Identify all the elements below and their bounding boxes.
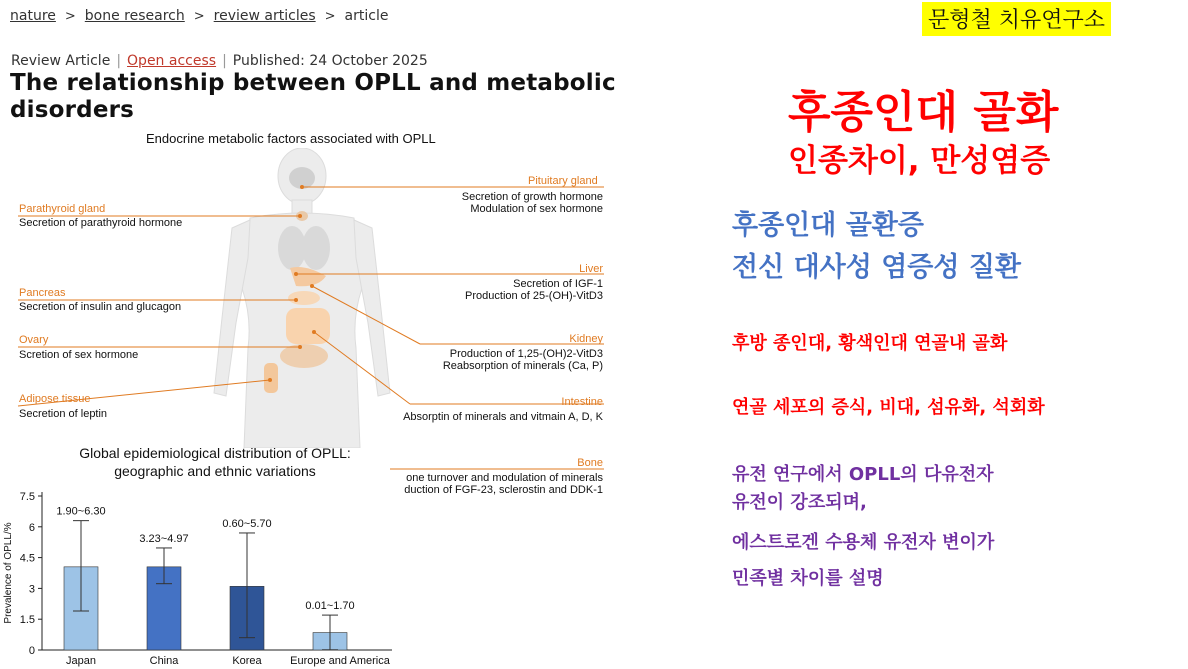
- note-purple-line3: 에스트로겐 수용체 유전자 변이가: [732, 532, 995, 553]
- note-blue-line1: 후종인대 골환증: [732, 210, 924, 241]
- chevron-right-icon: >: [64, 9, 76, 24]
- chart-bars: [64, 521, 347, 650]
- clinic-label: 문형철 치유연구소: [922, 2, 1111, 36]
- open-access-link[interactable]: Open access: [127, 53, 217, 69]
- breadcrumb-link-review-articles[interactable]: review articles: [213, 8, 316, 24]
- organ-desc-line: duction of FGF-23, sclerostin and DDK-1: [404, 484, 603, 496]
- note-red-line1: 후방 종인대, 황색인대 연골내 골화: [732, 333, 1008, 354]
- range-label: 1.90~6.30: [56, 505, 106, 518]
- chevron-right-icon: >: [193, 9, 205, 24]
- y-tick-label: 7.5: [19, 491, 35, 503]
- organ-name-parathyroid: Parathyroid gland: [19, 203, 106, 215]
- x-tick-label: Japan: [66, 655, 96, 667]
- organ-desc-line: Production of 1,25-(OH)2-VitD3: [449, 348, 603, 360]
- organ-desc-adipose: Secretion of leptin: [19, 408, 108, 420]
- article-type: Review Article: [11, 53, 111, 69]
- organ-desc-pituitary: [380, 191, 603, 215]
- y-tick-label: 3: [28, 583, 35, 596]
- y-tick-label: 1.5: [19, 614, 35, 627]
- organ-name-kidney: Kidney: [569, 333, 603, 345]
- epi-title-line1: Global epidemiological distribution of OPLL:: [79, 445, 351, 461]
- note-purple-line4: 민족별 차이를 설명: [732, 568, 884, 589]
- bone-leader-line: [390, 468, 604, 470]
- range-label: 0.60~5.70: [222, 517, 272, 530]
- organ-desc-parathyroid: Secretion of parathyroid hormone: [19, 217, 183, 229]
- organ-desc-pancreas: Secretion of insulin and glucagon: [19, 301, 182, 313]
- note-blue-line2: 전신 대사성 염증성 질환: [732, 252, 1022, 283]
- note-red-line2: 연골 세포의 증식, 비대, 섬유화, 석회화: [732, 397, 1045, 418]
- organ-name-pituitary: Pituitary gland: [528, 175, 598, 187]
- prevalence-chart: [0, 480, 400, 669]
- organ-desc-line: Secretion of IGF-1: [513, 278, 603, 290]
- article-meta: Review Article | Open access | Published: 24 October 2025: [11, 53, 428, 69]
- left-arm-shape: [214, 220, 250, 396]
- y-tick-label: 4.5: [19, 552, 35, 565]
- organ-desc-line: Modulation of sex hormone: [470, 203, 603, 215]
- organ-desc-bone: [390, 472, 603, 496]
- article-title: [10, 70, 750, 124]
- organ-desc-liver: [380, 278, 603, 302]
- article-title-line1: The relationship between OPLL and metabolic: [10, 70, 616, 96]
- epi-title: [55, 444, 375, 480]
- organ-name-intestine: Intestine: [561, 396, 603, 408]
- organ-desc-line: one turnover and modulation of minerals: [406, 472, 603, 484]
- organ-desc-kidney: [380, 348, 603, 372]
- x-tick-label: Europe and America: [290, 655, 390, 667]
- y-axis-label: Prevalence of OPLL/%: [3, 522, 14, 624]
- chevron-right-icon: >: [324, 9, 336, 24]
- organ-desc-intestine: Absorptin of minerals and vitmain A, D, K: [403, 411, 603, 423]
- x-tick-label: China: [149, 655, 179, 667]
- x-tick-label: Korea: [232, 655, 262, 667]
- breadcrumb: [10, 8, 388, 24]
- article-title-line2: disorders: [10, 97, 135, 123]
- organ-name-ovary: Ovary: [19, 334, 49, 346]
- breadcrumb-link-bone-research[interactable]: bone research: [84, 8, 185, 24]
- range-label: 3.23~4.97: [139, 532, 189, 545]
- figure-title: Endocrine metabolic factors associated with OPLL: [146, 131, 436, 146]
- range-label: 0.01~1.70: [305, 600, 355, 613]
- y-tick-label: 0: [28, 645, 35, 657]
- organ-name-bone: Bone: [577, 457, 603, 469]
- epi-title-line2: geographic and ethnic variations: [114, 463, 316, 479]
- organ-name-adipose: Adipose tissue: [19, 393, 91, 405]
- organ-desc-line: Reabsorption of minerals (Ca, P): [442, 360, 603, 372]
- note-purple-line2: 유전이 강조되며,: [732, 492, 867, 513]
- organ-desc-line: Secretion of growth hormone: [461, 191, 603, 203]
- breadcrumb-link-nature[interactable]: nature: [10, 8, 56, 24]
- organ-desc-line: Production of 25-(OH)-VitD3: [465, 290, 603, 302]
- organ-desc-ovary: Scretion of sex hormone: [19, 349, 139, 361]
- note-heading-main: 후종인대 골화: [788, 87, 1059, 138]
- y-tick-label: 6: [28, 521, 35, 534]
- note-heading-sub: 인종차이, 만성염증: [788, 143, 1051, 179]
- published-date: Published: 24 October 2025: [232, 53, 428, 69]
- organ-name-pancreas: Pancreas: [19, 287, 66, 299]
- organ-name-liver: Liver: [579, 263, 603, 275]
- note-purple-line1: 유전 연구에서 OPLL의 다유전자: [732, 464, 994, 485]
- breadcrumb-current: article: [344, 8, 389, 24]
